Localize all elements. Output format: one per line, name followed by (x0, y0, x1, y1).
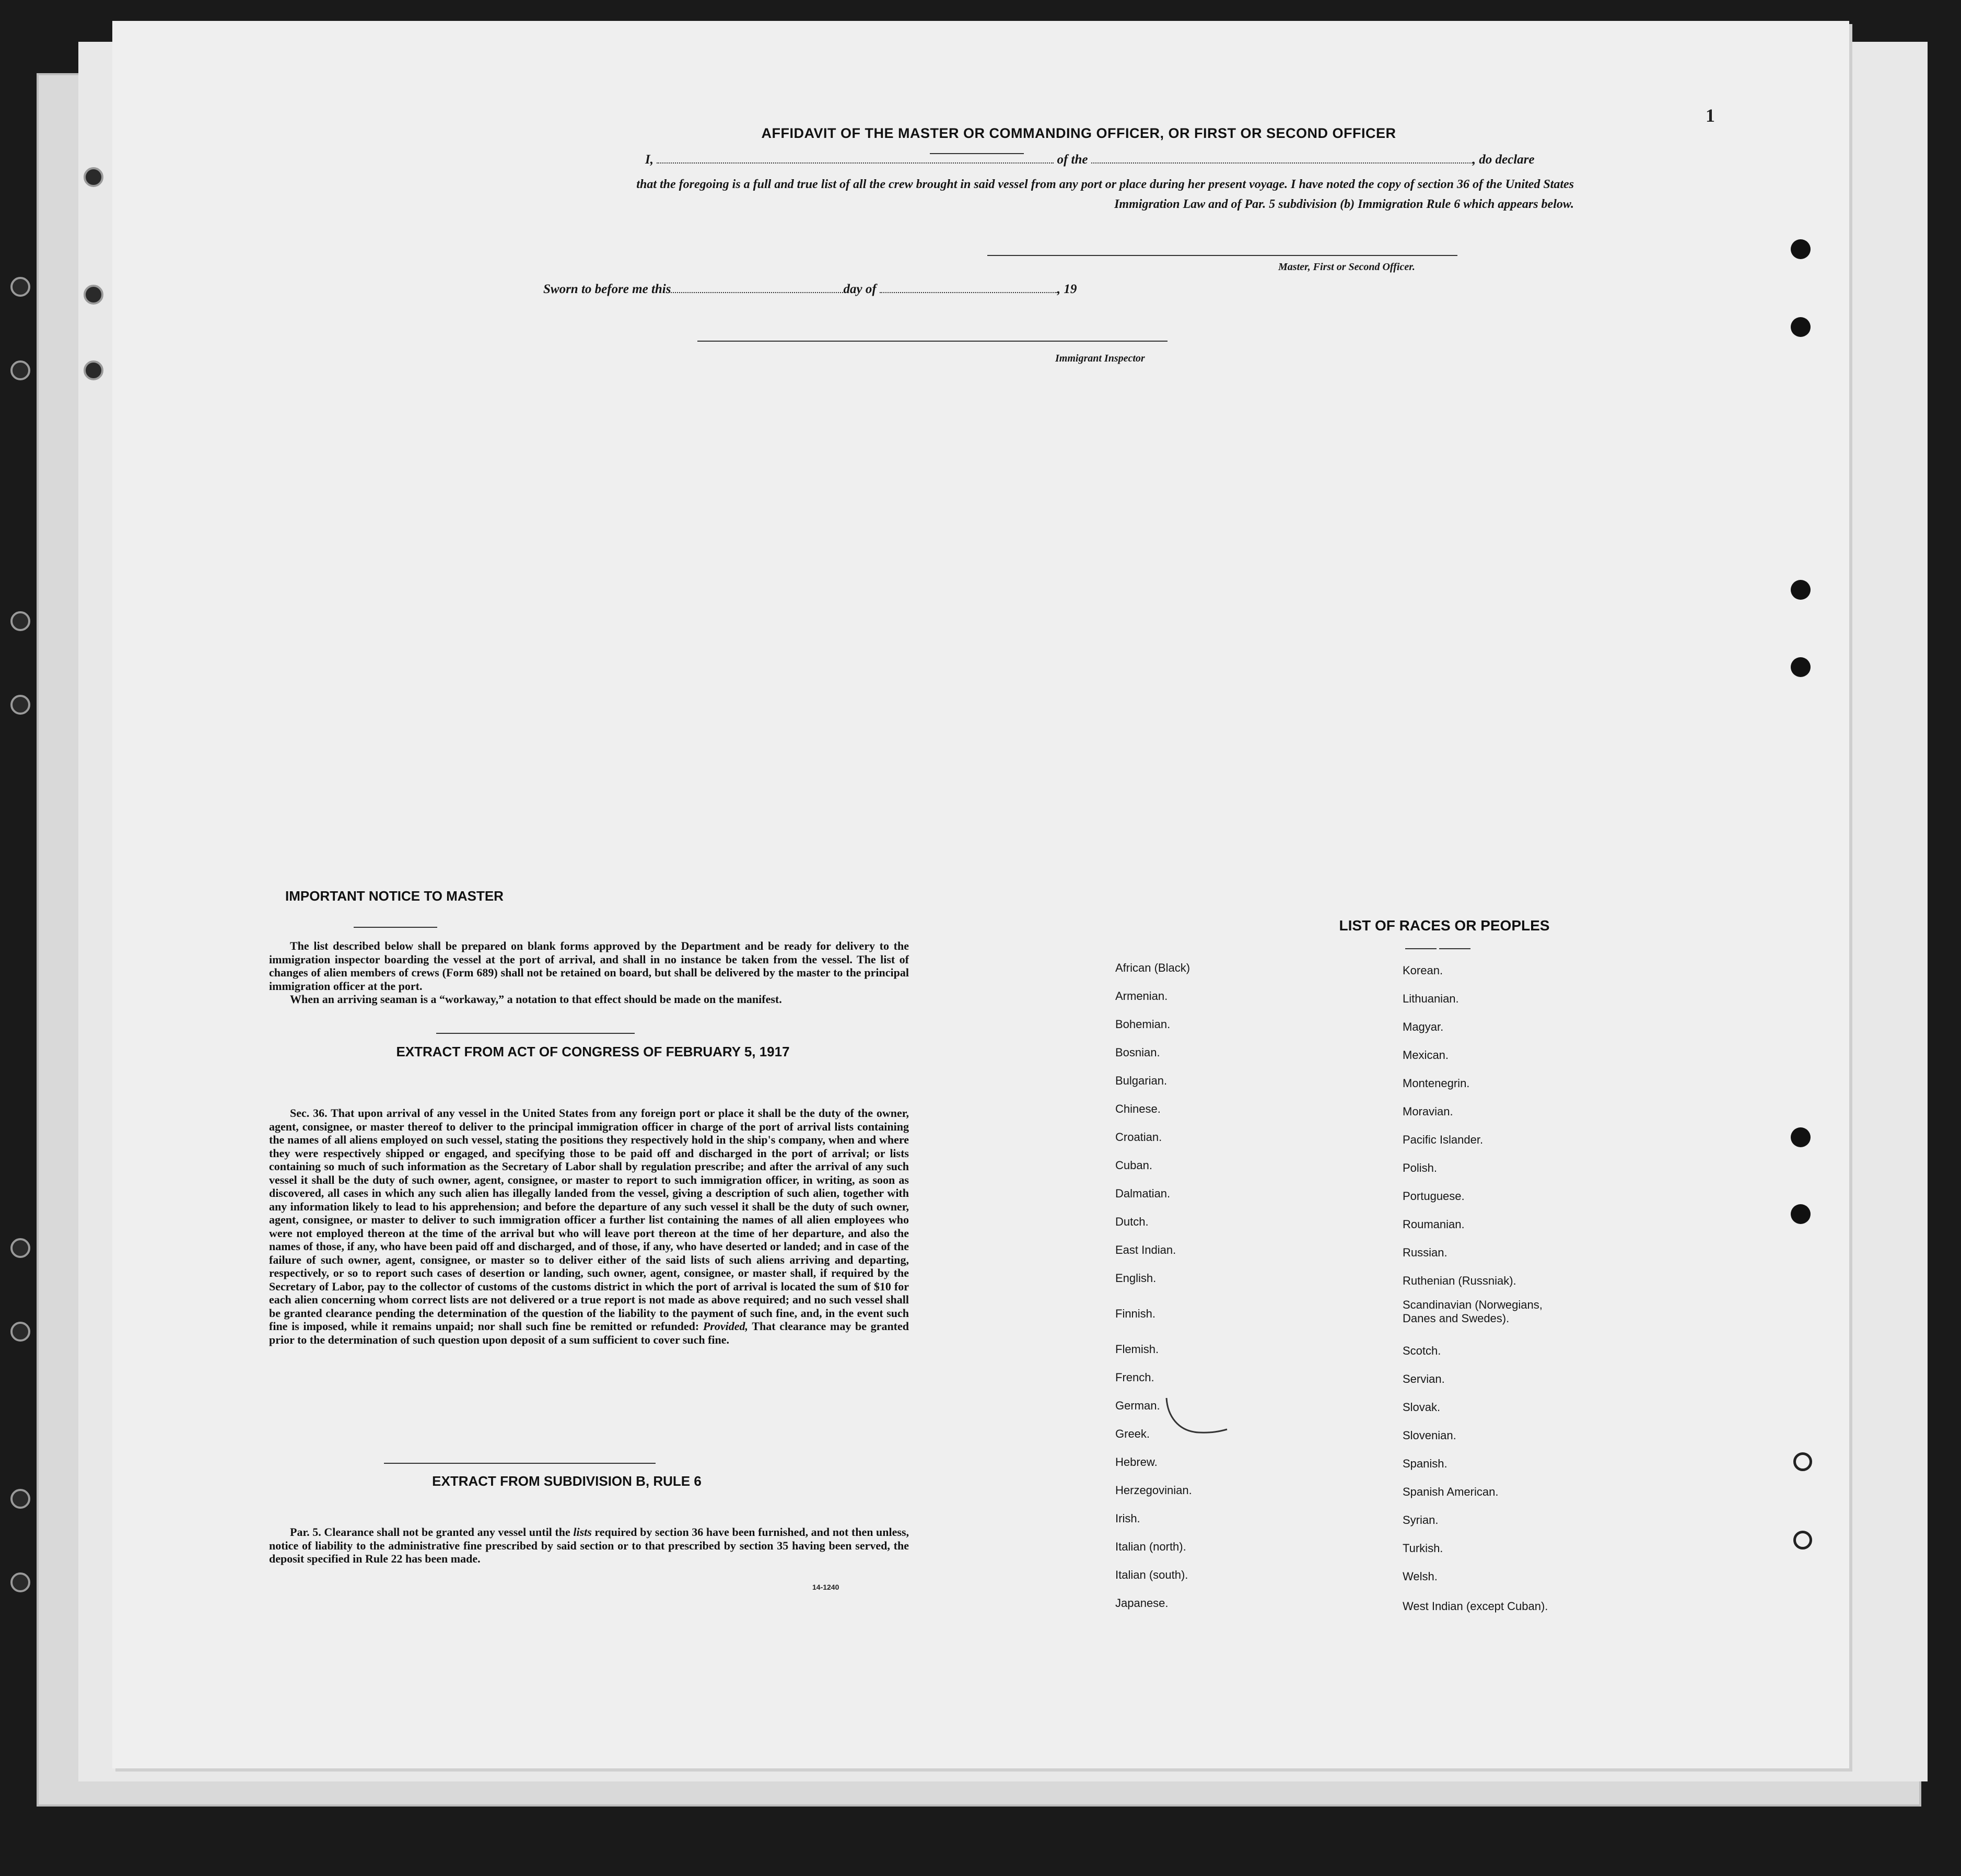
divider-rule (1405, 948, 1437, 949)
binder-hole (10, 360, 30, 380)
race-item: Finnish. (1115, 1307, 1156, 1320)
punch-hole (1793, 1452, 1812, 1471)
inspector-signature-line[interactable] (697, 341, 1168, 342)
punch-hole (1791, 580, 1811, 600)
page-number-mark: 1 (1706, 105, 1715, 126)
race-item: Cuban. (1115, 1159, 1152, 1172)
race-item: French. (1115, 1371, 1154, 1384)
race-item: West Indian (except Cuban). (1403, 1600, 1548, 1613)
notice-title: IMPORTANT NOTICE TO MASTER (285, 888, 504, 904)
punch-hole (1791, 657, 1811, 677)
sworn-year: , 19 (1057, 282, 1077, 296)
day-field[interactable] (671, 283, 843, 293)
race-item: East Indian. (1115, 1243, 1176, 1256)
race-item: African (Black) (1115, 961, 1190, 974)
race-item: German. (1115, 1399, 1160, 1412)
race-item: Ruthenian (Russniak). (1403, 1274, 1516, 1287)
month-field[interactable] (880, 283, 1057, 293)
race-item: Spanish American. (1403, 1485, 1499, 1498)
race-item: Italian (north). (1115, 1540, 1186, 1553)
race-item: Bohemian. (1115, 1018, 1171, 1031)
binder-hole (84, 360, 103, 380)
vessel-field[interactable] (1091, 153, 1473, 164)
race-item: Bulgarian. (1115, 1074, 1168, 1087)
notice-body (269, 939, 909, 1006)
master-signature-label: Master, First or Second Officer. (1278, 261, 1415, 273)
race-item: Montenegrin. (1403, 1077, 1470, 1090)
section-text: That upon arrival of any vessel in the United States from any foreign port or place it shall be the duty of the owner, agent, consignee, or master thereof to deliver to the principal immigration officer in charge of the port of arrival lists containing the names of all aliens employed on such vessel, stating the positions they respectively hold in the ship's company, when and where they were respectively shipped or engaged, and specifying those to be paid off and discharged in the port of arrival; or lists containing so much of such information as the Secretary of Labor shall by regulation prescribe; and after the arrival of any such vessel it shall be the duty of such owner, agent, consignee, or master to report to such immigration officer, in writing, as soon as discovered, all cases in which any such alien has illegally landed from the vessel, giving a description of such alien, together with any information likely to lead to his apprehension; and before the departure of any such vessel it shall be the duty of such owner, agent, consignee, or master to deliver to such immigration officer a further list containing the names of all alien employees who were not employed thereon at the time of the arrival but who will leave port thereon at the time of her departure, and also the names of those, if any, who have been paid off and discharged, and of those, if any, who have deserted or landed; and in case of the failure of such owner, agent, consignee, or master so to deliver either of the said lists of such aliens arriving and departing, respectively, or so to report such cases of desertion or landing, such owner, agent, consignee, or master shall, if required by the Secretary of Labor, pay to the collector of customs of the customs district in which the port of arrival is located the sum of $10 for each alien concerning whom correct lists are not delivered or a true report is not made as above required; and no such vessel shall be granted clearance pending the determination of the question of the liability to the payment of such fine, and, in the event such fine is imposed, while it remains unpaid; nor shall such fine be remitted or refunded: (269, 1106, 909, 1333)
rule-text-a: Par. 5. Clearance shall not be granted any vessel until the (290, 1525, 570, 1539)
divider-rule (354, 927, 437, 928)
race-item: Flemish. (1115, 1343, 1159, 1356)
race-item: Armenian. (1115, 989, 1168, 1003)
binder-hole (10, 611, 30, 631)
punch-hole (1791, 1127, 1811, 1147)
binder-hole (10, 1322, 30, 1342)
binder-hole (10, 695, 30, 715)
race-item: Polish. (1403, 1161, 1438, 1174)
declare-end-label: , do declare (1472, 153, 1535, 167)
binder-hole (10, 277, 30, 297)
extract-rule-title: EXTRACT FROM SUBDIVISION B, RULE 6 (432, 1473, 702, 1489)
binder-hole (84, 285, 103, 305)
race-item: Lithuanian. (1403, 992, 1459, 1005)
race-item: Hebrew. (1115, 1455, 1158, 1469)
race-item: Dutch. (1115, 1215, 1149, 1228)
race-item: Korean. (1403, 964, 1443, 977)
rule-text-b: required by section 36 have been furnished, and not then unless, notice of liability to the administrative fine prescribed by said section or to that prescribed by section 35 having been served, the deposit specified in Rule 22 has been made. (269, 1525, 909, 1565)
sworn-line (543, 282, 1077, 297)
punch-hole (1791, 317, 1811, 337)
notice-paragraph-1: The list described below shall be prepared on blank forms approved by the Department and be ready for delivery to the immigration inspector boarding the vessel at the port of arrival, and shall in no instance be taken from the vessel. The list of changes of alien members of crews (Form 689) shall not be retained on board, but shall be delivered by the master to the principal immigration officer at the port. (269, 939, 909, 993)
declare-of-label: of the (1057, 153, 1088, 167)
race-item: Irish. (1115, 1512, 1140, 1525)
master-signature-line[interactable] (987, 255, 1457, 256)
pen-stroke (1162, 1395, 1230, 1442)
name-field[interactable] (657, 153, 1054, 164)
race-item: Italian (south). (1115, 1568, 1188, 1581)
race-item: Mexican. (1403, 1048, 1449, 1062)
race-item: Scotch. (1403, 1344, 1441, 1357)
race-item: Magyar. (1403, 1020, 1444, 1033)
binder-hole (10, 1238, 30, 1258)
declare-i-label: I, (645, 153, 653, 167)
race-item: Syrian. (1403, 1513, 1439, 1527)
race-item: Japanese. (1115, 1597, 1169, 1610)
binder-hole (10, 1489, 30, 1509)
lists-word: lists (573, 1525, 592, 1539)
race-item: Spanish. (1403, 1457, 1448, 1470)
race-item: Roumanian. (1403, 1218, 1465, 1231)
race-item: Turkish. (1403, 1542, 1443, 1555)
divider-rule (436, 1033, 635, 1034)
race-item: Moravian. (1403, 1105, 1453, 1118)
race-item: Portuguese. (1403, 1190, 1465, 1203)
divider-rule (384, 1463, 656, 1464)
provided-label: Provided, (703, 1320, 749, 1333)
sworn-prefix: Sworn to before me this (543, 282, 671, 296)
race-item: Herzegovinian. (1115, 1484, 1192, 1497)
race-item: Chinese. (1115, 1102, 1161, 1115)
punch-hole (1791, 239, 1811, 259)
race-item: Slovak. (1403, 1401, 1441, 1414)
punch-hole (1791, 1204, 1811, 1224)
race-item: Servian. (1403, 1372, 1445, 1385)
binder-hole (10, 1572, 30, 1592)
race-item: Pacific Islander. (1403, 1133, 1484, 1146)
race-item: Greek. (1115, 1427, 1150, 1440)
extract-act-body (269, 1106, 909, 1346)
affidavit-title: AFFIDAVIT OF THE MASTER OR COMMANDING OFFICER, OR FIRST OR SECOND OFFICER (761, 125, 1396, 141)
race-item: Croatian. (1115, 1131, 1162, 1144)
section-label: Sec. 36. (290, 1106, 328, 1120)
declaration-line (645, 153, 1534, 167)
inspector-signature-label: Immigrant Inspector (1055, 353, 1145, 364)
extract-act-title: EXTRACT FROM ACT OF CONGRESS OF FEBRUARY 5, 1917 (396, 1044, 790, 1059)
divider-rule (1439, 948, 1470, 949)
race-item: Dalmatian. (1115, 1187, 1171, 1200)
form-number: 14-1240 (812, 1583, 839, 1591)
race-item: Welsh. (1403, 1570, 1438, 1583)
section-text-end: That clearance may be granted prior to the determination of such question upon deposit of a sum sufficient to cover such fine. (269, 1320, 909, 1346)
binder-hole (84, 167, 103, 187)
race-item: English. (1115, 1272, 1157, 1285)
notice-paragraph-2: When an arriving seaman is a “workaway,” a notation to that effect should be made on the manifest. (290, 993, 782, 1006)
race-item: Scandinavian (Norwegians, Danes and Swedes). (1403, 1298, 1543, 1325)
sworn-day-of: day of (843, 282, 877, 296)
race-item: Russian. (1403, 1246, 1448, 1259)
race-item: Bosnian. (1115, 1046, 1160, 1059)
races-title: LIST OF RACES OR PEOPLES (1339, 917, 1550, 934)
extract-rule-body (269, 1525, 909, 1566)
punch-hole (1793, 1531, 1812, 1549)
affidavit-body: that the foregoing is a full and true list of all the crew brought in said vessel from any port or place during her present voyage. I have noted the copy of section 36 of the United States Immigration Law and of Par. 5 subdivision (b) Immigration Rule 6 which appears below. (636, 178, 1574, 211)
race-item: Slovenian. (1403, 1429, 1456, 1442)
form-page (112, 21, 1849, 1768)
